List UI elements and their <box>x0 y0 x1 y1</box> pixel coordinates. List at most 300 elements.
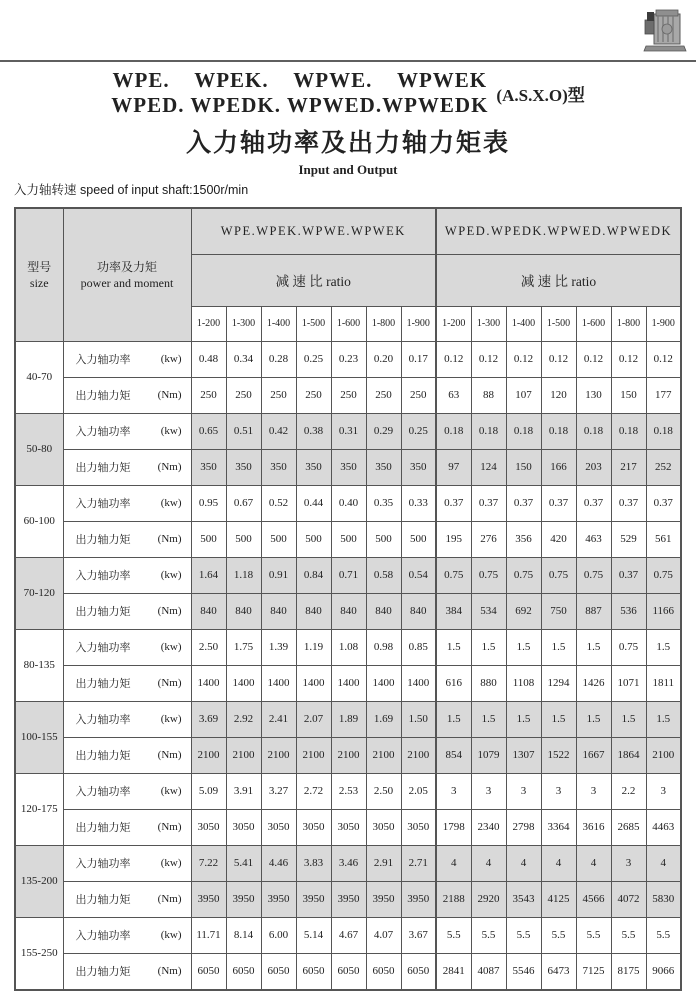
torque-row <box>15 593 681 629</box>
value-cell: 0.18 <box>646 413 681 449</box>
value-cell: 1108 <box>506 665 541 701</box>
row-label-text: 入力轴功率 <box>75 354 131 366</box>
value-cell: 4 <box>646 845 681 881</box>
value-cell: 0.37 <box>611 557 646 593</box>
value-cell: 840 <box>261 593 296 629</box>
value-cell: 5830 <box>646 881 681 917</box>
value-cell: 5.5 <box>471 917 506 953</box>
value-cell: 2798 <box>506 809 541 845</box>
row-label-unit: (kw) <box>160 425 182 437</box>
value-cell: 1.5 <box>436 629 471 665</box>
value-cell: 2100 <box>191 737 226 773</box>
torque-row <box>15 665 681 701</box>
value-cell: 500 <box>331 521 366 557</box>
value-cell: 0.75 <box>646 557 681 593</box>
value-cell: 3050 <box>226 809 261 845</box>
value-cell: 1426 <box>576 665 611 701</box>
value-cell: 217 <box>611 449 646 485</box>
value-cell: 0.25 <box>296 341 331 377</box>
value-cell: 500 <box>366 521 401 557</box>
value-cell: 0.75 <box>506 557 541 593</box>
col-header-power-en: power and moment <box>80 275 174 290</box>
row-label-unit: (kw) <box>160 785 182 797</box>
group2-header: WPED.WPEDK.WPWED.WPWEDK <box>436 208 681 254</box>
ratio-header-cell: 1-300 <box>471 306 506 341</box>
row-label-unit: (kw) <box>160 857 182 869</box>
value-cell: 124 <box>471 449 506 485</box>
value-cell: 2188 <box>436 881 471 917</box>
value-cell: 840 <box>296 593 331 629</box>
row-label-cell <box>63 377 191 413</box>
power-row <box>15 629 681 665</box>
row-label-text: 出力轴力矩 <box>75 966 131 978</box>
ratio-header-cell: 1-900 <box>646 306 681 341</box>
value-cell: 1294 <box>541 665 576 701</box>
value-cell: 5.5 <box>646 917 681 953</box>
value-cell: 3364 <box>541 809 576 845</box>
value-cell: 4.67 <box>331 917 366 953</box>
ratio-header-cell: 1-800 <box>366 306 401 341</box>
value-cell: 1.18 <box>226 557 261 593</box>
value-cell: 195 <box>436 521 471 557</box>
header-divider-line <box>0 60 696 62</box>
row-label-unit: (Nm) <box>157 389 182 401</box>
value-cell: 0.84 <box>296 557 331 593</box>
value-cell: 3 <box>611 845 646 881</box>
value-cell: 1071 <box>611 665 646 701</box>
value-cell: 0.18 <box>541 413 576 449</box>
ratio-header-cell: 1-400 <box>506 306 541 341</box>
value-cell: 2.05 <box>401 773 436 809</box>
row-label-text: 出力轴力矩 <box>75 750 131 762</box>
value-cell: 1400 <box>191 665 226 701</box>
row-label-text: 出力轴力矩 <box>75 534 131 546</box>
spec-table <box>14 207 682 991</box>
value-cell: 1079 <box>471 737 506 773</box>
row-label-cell <box>63 809 191 845</box>
value-cell: 1.5 <box>471 629 506 665</box>
value-cell: 250 <box>226 377 261 413</box>
row-label-text: 入力轴功率 <box>75 498 131 510</box>
value-cell: 2100 <box>296 737 331 773</box>
value-cell: 250 <box>261 377 296 413</box>
value-cell: 3.46 <box>331 845 366 881</box>
torque-row <box>15 377 681 413</box>
value-cell: 2.72 <box>296 773 331 809</box>
value-cell: 0.12 <box>506 341 541 377</box>
row-label-text: 出力轴力矩 <box>75 894 131 906</box>
value-cell: 3950 <box>366 881 401 917</box>
value-cell: 4072 <box>611 881 646 917</box>
value-cell: 97 <box>436 449 471 485</box>
value-cell: 2.50 <box>366 773 401 809</box>
value-cell: 3950 <box>261 881 296 917</box>
value-cell: 0.18 <box>471 413 506 449</box>
size-cell: 70-120 <box>15 557 63 629</box>
value-cell: 3 <box>506 773 541 809</box>
value-cell: 0.42 <box>261 413 296 449</box>
row-label-unit: (kw) <box>160 497 182 509</box>
input-speed-note-english: speed of input shaft:1500r/min <box>80 183 249 197</box>
value-cell: 1.5 <box>646 701 681 737</box>
value-cell: 203 <box>576 449 611 485</box>
value-cell: 2.91 <box>366 845 401 881</box>
value-cell: 0.44 <box>296 485 331 521</box>
value-cell: 350 <box>401 449 436 485</box>
value-cell: 150 <box>611 377 646 413</box>
value-cell: 4 <box>471 845 506 881</box>
value-cell: 0.48 <box>191 341 226 377</box>
value-cell: 0.37 <box>471 485 506 521</box>
value-cell: 3050 <box>191 809 226 845</box>
value-cell: 0.37 <box>541 485 576 521</box>
row-label-unit: (kw) <box>160 641 182 653</box>
row-label-text: 出力轴力矩 <box>75 678 131 690</box>
input-speed-note-chinese: 入力轴转速 <box>14 183 77 197</box>
row-label-unit: (Nm) <box>157 749 182 761</box>
ratio-header-cell: 1-200 <box>436 306 471 341</box>
value-cell: 1.5 <box>506 701 541 737</box>
value-cell: 0.35 <box>366 485 401 521</box>
row-label-text: 出力轴力矩 <box>75 462 131 474</box>
value-cell: 2.50 <box>191 629 226 665</box>
value-cell: 854 <box>436 737 471 773</box>
row-label-cell <box>63 665 191 701</box>
value-cell: 0.75 <box>541 557 576 593</box>
model-series-line1: WPE. WPEK. WPWE. WPWEK <box>112 68 488 92</box>
value-cell: 0.40 <box>331 485 366 521</box>
row-label-cell <box>63 557 191 593</box>
value-cell: 1.64 <box>191 557 226 593</box>
size-cell: 100-155 <box>15 701 63 773</box>
value-cell: 276 <box>471 521 506 557</box>
value-cell: 500 <box>191 521 226 557</box>
value-cell: 0.38 <box>296 413 331 449</box>
value-cell: 463 <box>576 521 611 557</box>
row-label-cell <box>63 917 191 953</box>
value-cell: 2100 <box>366 737 401 773</box>
value-cell: 2340 <box>471 809 506 845</box>
ratio-label-left: 减 速 比 ratio <box>191 254 436 306</box>
value-cell: 0.37 <box>611 485 646 521</box>
value-cell: 2685 <box>611 809 646 845</box>
value-cell: 250 <box>366 377 401 413</box>
torque-row <box>15 521 681 557</box>
row-label-unit: (Nm) <box>157 461 182 473</box>
value-cell: 7125 <box>576 953 611 990</box>
value-cell: 356 <box>506 521 541 557</box>
power-row <box>15 917 681 953</box>
value-cell: 0.12 <box>471 341 506 377</box>
value-cell: 1.5 <box>576 701 611 737</box>
value-cell: 4.07 <box>366 917 401 953</box>
value-cell: 0.75 <box>611 629 646 665</box>
value-cell: 1307 <box>506 737 541 773</box>
value-cell: 750 <box>541 593 576 629</box>
value-cell: 4566 <box>576 881 611 917</box>
ratio-header-cell: 1-400 <box>261 306 296 341</box>
value-cell: 0.54 <box>401 557 436 593</box>
group-header-row <box>15 208 681 254</box>
value-cell: 0.25 <box>401 413 436 449</box>
title-block <box>0 68 696 178</box>
value-cell: 840 <box>226 593 261 629</box>
value-cell: 0.75 <box>576 557 611 593</box>
value-cell: 4 <box>576 845 611 881</box>
value-cell: 6050 <box>226 953 261 990</box>
row-label-text: 入力轴功率 <box>75 570 131 582</box>
value-cell: 3950 <box>401 881 436 917</box>
value-cell: 0.34 <box>226 341 261 377</box>
ratio-label-right: 减 速 比 ratio <box>436 254 681 306</box>
value-cell: 2920 <box>471 881 506 917</box>
value-cell: 1.5 <box>611 701 646 737</box>
value-cell: 6050 <box>366 953 401 990</box>
size-cell: 135-200 <box>15 845 63 917</box>
value-cell: 350 <box>331 449 366 485</box>
value-cell: 1.50 <box>401 701 436 737</box>
ratio-header-cell: 1-500 <box>541 306 576 341</box>
row-label-cell <box>63 737 191 773</box>
row-label-cell <box>63 449 191 485</box>
row-label-cell <box>63 413 191 449</box>
value-cell: 4.46 <box>261 845 296 881</box>
value-cell: 0.29 <box>366 413 401 449</box>
value-cell: 500 <box>401 521 436 557</box>
row-label-text: 入力轴功率 <box>75 930 131 942</box>
value-cell: 0.17 <box>401 341 436 377</box>
value-cell: 840 <box>401 593 436 629</box>
ratio-header-cell: 1-900 <box>401 306 436 341</box>
value-cell: 5.14 <box>296 917 331 953</box>
value-cell: 6050 <box>261 953 296 990</box>
value-cell: 250 <box>401 377 436 413</box>
value-cell: 120 <box>541 377 576 413</box>
value-cell: 4 <box>541 845 576 881</box>
row-label-text: 出力轴力矩 <box>75 606 131 618</box>
value-cell: 840 <box>191 593 226 629</box>
value-cell: 0.12 <box>611 341 646 377</box>
value-cell: 1400 <box>296 665 331 701</box>
value-cell: 2100 <box>226 737 261 773</box>
value-cell: 6050 <box>331 953 366 990</box>
row-label-unit: (Nm) <box>157 965 182 977</box>
value-cell: 840 <box>366 593 401 629</box>
row-label-cell <box>63 953 191 990</box>
value-cell: 150 <box>506 449 541 485</box>
value-cell: 350 <box>261 449 296 485</box>
row-label-cell <box>63 701 191 737</box>
value-cell: 4463 <box>646 809 681 845</box>
model-type-suffix: (A.S.X.O)型 <box>496 85 585 105</box>
col-header-power-cn: 功率及力矩 <box>96 259 157 274</box>
row-label-unit: (Nm) <box>157 893 182 905</box>
value-cell: 2.71 <box>401 845 436 881</box>
value-cell: 3050 <box>366 809 401 845</box>
value-cell: 3050 <box>401 809 436 845</box>
value-cell: 3.91 <box>226 773 261 809</box>
value-cell: 500 <box>226 521 261 557</box>
value-cell: 1.5 <box>541 629 576 665</box>
value-cell: 2100 <box>261 737 296 773</box>
value-cell: 5.5 <box>541 917 576 953</box>
value-cell: 1864 <box>611 737 646 773</box>
torque-row <box>15 449 681 485</box>
size-cell: 120-175 <box>15 773 63 845</box>
value-cell: 2.2 <box>611 773 646 809</box>
value-cell: 250 <box>296 377 331 413</box>
power-row <box>15 845 681 881</box>
value-cell: 250 <box>191 377 226 413</box>
value-cell: 177 <box>646 377 681 413</box>
ratio-header-cell: 1-300 <box>226 306 261 341</box>
value-cell: 0.33 <box>401 485 436 521</box>
value-cell: 2.41 <box>261 701 296 737</box>
value-cell: 1811 <box>646 665 681 701</box>
col-header-power-moment <box>63 208 191 341</box>
value-cell: 0.37 <box>436 485 471 521</box>
value-cell: 0.58 <box>366 557 401 593</box>
page-title-english: Input and Output <box>298 162 398 177</box>
row-label-cell <box>63 881 191 917</box>
gear-reducer-illustration <box>634 6 688 54</box>
value-cell: 1400 <box>261 665 296 701</box>
value-cell: 107 <box>506 377 541 413</box>
value-cell: 3.67 <box>401 917 436 953</box>
size-cell: 80-135 <box>15 629 63 701</box>
value-cell: 8175 <box>611 953 646 990</box>
value-cell: 616 <box>436 665 471 701</box>
row-label-cell <box>63 521 191 557</box>
value-cell: 5.5 <box>436 917 471 953</box>
value-cell: 1400 <box>331 665 366 701</box>
row-label-cell <box>63 629 191 665</box>
torque-row <box>15 809 681 845</box>
table-body <box>15 341 681 990</box>
power-row <box>15 701 681 737</box>
row-label-unit: (kw) <box>160 929 182 941</box>
value-cell: 3950 <box>191 881 226 917</box>
ratio-header-cell: 1-200 <box>191 306 226 341</box>
value-cell: 1.5 <box>541 701 576 737</box>
row-label-text: 入力轴功率 <box>75 858 131 870</box>
value-cell: 5.5 <box>611 917 646 953</box>
value-cell: 500 <box>296 521 331 557</box>
page-title-chinese: 入力轴功率及出力轴力矩表 <box>185 130 510 157</box>
value-cell: 5.41 <box>226 845 261 881</box>
value-cell: 63 <box>436 377 471 413</box>
value-cell: 6473 <box>541 953 576 990</box>
value-cell: 3 <box>646 773 681 809</box>
value-cell: 0.65 <box>191 413 226 449</box>
value-cell: 420 <box>541 521 576 557</box>
value-cell: 2.53 <box>331 773 366 809</box>
value-cell: 0.12 <box>541 341 576 377</box>
value-cell: 0.12 <box>646 341 681 377</box>
value-cell: 4 <box>506 845 541 881</box>
value-cell: 1.5 <box>436 701 471 737</box>
power-row <box>15 413 681 449</box>
power-row <box>15 341 681 377</box>
value-cell: 0.95 <box>191 485 226 521</box>
value-cell: 3950 <box>331 881 366 917</box>
value-cell: 5.5 <box>576 917 611 953</box>
value-cell: 1.19 <box>296 629 331 665</box>
gear-reducer-photo <box>634 6 688 54</box>
value-cell: 1.5 <box>506 629 541 665</box>
value-cell: 166 <box>541 449 576 485</box>
value-cell: 0.23 <box>331 341 366 377</box>
ratio-header-cell: 1-800 <box>611 306 646 341</box>
value-cell: 887 <box>576 593 611 629</box>
value-cell: 3050 <box>261 809 296 845</box>
value-cell: 3 <box>471 773 506 809</box>
value-cell: 7.22 <box>191 845 226 881</box>
torque-row <box>15 953 681 990</box>
value-cell: 5.09 <box>191 773 226 809</box>
row-label-cell <box>63 593 191 629</box>
value-cell: 0.71 <box>331 557 366 593</box>
value-cell: 3 <box>541 773 576 809</box>
value-cell: 3 <box>436 773 471 809</box>
value-cell: 0.75 <box>436 557 471 593</box>
value-cell: 0.51 <box>226 413 261 449</box>
value-cell: 3.69 <box>191 701 226 737</box>
group1-header: WPE.WPEK.WPWE.WPWEK <box>191 208 436 254</box>
value-cell: 561 <box>646 521 681 557</box>
value-cell: 0.20 <box>366 341 401 377</box>
value-cell: 1522 <box>541 737 576 773</box>
value-cell: 692 <box>506 593 541 629</box>
value-cell: 2.92 <box>226 701 261 737</box>
row-label-text: 入力轴功率 <box>75 642 131 654</box>
power-row <box>15 773 681 809</box>
ratio-header-cell: 1-500 <box>296 306 331 341</box>
row-label-unit: (kw) <box>160 569 182 581</box>
row-label-cell <box>63 845 191 881</box>
value-cell: 8.14 <box>226 917 261 953</box>
row-label-text: 出力轴力矩 <box>75 390 131 402</box>
row-label-unit: (Nm) <box>157 533 182 545</box>
power-row <box>15 557 681 593</box>
value-cell: 0.37 <box>576 485 611 521</box>
value-cell: 0.98 <box>366 629 401 665</box>
row-label-unit: (Nm) <box>157 821 182 833</box>
value-cell: 2100 <box>331 737 366 773</box>
size-cell: 60-100 <box>15 485 63 557</box>
row-label-unit: (kw) <box>160 713 182 725</box>
value-cell: 840 <box>331 593 366 629</box>
power-row <box>15 485 681 521</box>
value-cell: 3 <box>576 773 611 809</box>
ratio-header-cell: 1-600 <box>576 306 611 341</box>
size-cell: 40-70 <box>15 341 63 413</box>
value-cell: 0.18 <box>506 413 541 449</box>
row-label-unit: (kw) <box>160 353 182 365</box>
value-cell: 1400 <box>401 665 436 701</box>
torque-row <box>15 881 681 917</box>
value-cell: 1798 <box>436 809 471 845</box>
model-series-line2: WPED. WPEDK. WPWED.WPWEDK <box>111 93 489 117</box>
value-cell: 0.28 <box>261 341 296 377</box>
value-cell: 3050 <box>296 809 331 845</box>
row-label-text: 入力轴功率 <box>75 786 131 798</box>
value-cell: 0.52 <box>261 485 296 521</box>
value-cell: 1.39 <box>261 629 296 665</box>
row-label-cell <box>63 773 191 809</box>
row-label-unit: (Nm) <box>157 605 182 617</box>
value-cell: 4 <box>436 845 471 881</box>
